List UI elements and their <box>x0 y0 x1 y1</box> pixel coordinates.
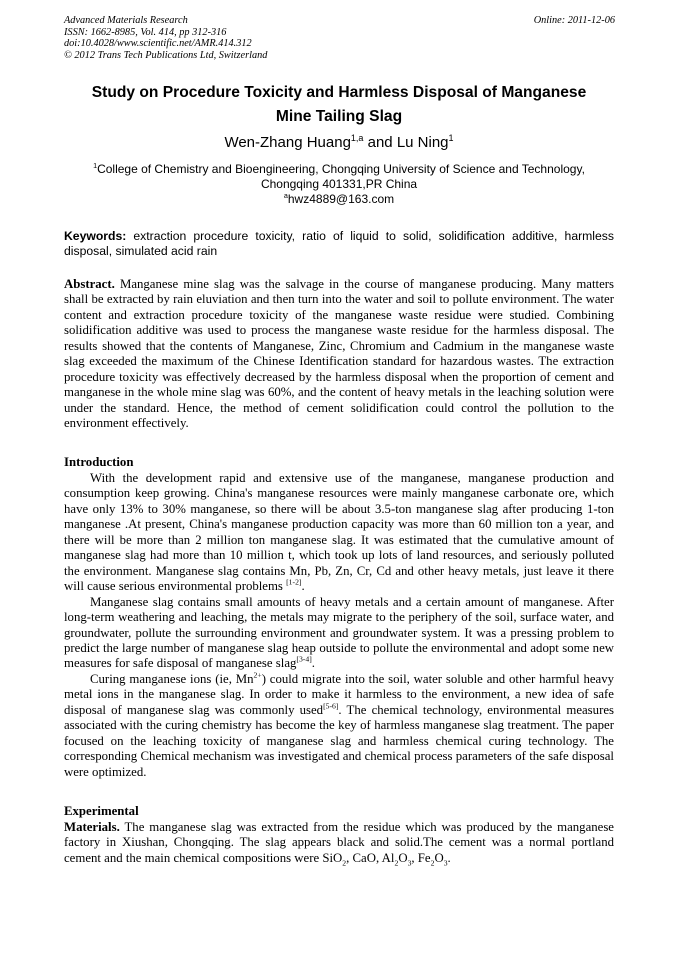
affiliation-mark: 1 <box>93 161 98 170</box>
abstract <box>64 277 614 432</box>
keywords-label: Keywords: <box>64 229 127 243</box>
author-list <box>60 133 618 153</box>
citation[interactable]: [3-4] <box>296 655 312 665</box>
subscript: 3 <box>407 858 412 868</box>
materials-text: O <box>398 850 408 865</box>
paragraph <box>64 672 614 780</box>
keywords <box>64 229 614 258</box>
citation[interactable]: [5-6] <box>323 701 339 711</box>
paragraph-text: . <box>301 579 305 594</box>
subscript: 2 <box>430 858 435 868</box>
affiliation-line-1 <box>60 162 618 177</box>
materials-text: The manganese slag was extracted from the residue which was produced by the manganese factory in Xiushan, Chongqing. The slag appears black and solid.The cement was a normal portland cement and the main chemical compositions were SiO <box>64 820 614 865</box>
affiliation-text: College of Chemistry and Bioengineering, Chongqing University of Science and Technology, <box>97 162 585 176</box>
materials-text: , Fe <box>411 850 431 865</box>
paragraph <box>64 595 614 672</box>
materials-label: Materials. <box>64 820 120 834</box>
abstract-label: Abstract. <box>64 277 115 291</box>
materials-text: , CaO, Al <box>346 850 395 865</box>
journal-name: Advanced Materials Research <box>64 15 188 26</box>
journal-doi[interactable]: doi:10.4028/www.scientific.net/AMR.414.312 <box>64 38 252 50</box>
materials-text: O <box>434 850 444 865</box>
journal-copyright: © 2012 Trans Tech Publications Ltd, Switzerland <box>64 49 268 61</box>
author-name: Wen-Zhang Huang <box>224 134 351 151</box>
title-line-2: Mine Tailing Slag <box>275 108 403 125</box>
affiliation <box>60 162 618 207</box>
paragraph-text: . <box>311 656 315 671</box>
subscript: 2 <box>342 858 347 868</box>
paragraph-text: With the development rapid and extensive use of the manganese, manganese production and consumption keep growing. China's manganese resources were mainly manganese carbonate ore, which have only 13% to 30% manganese, so there will be about 3.5-ton manganese slag after producing 1-ton manganese .At present, China's manganese production capacity was more than 60 million ton a year, and there will be more than 2 million ton manganese slag. It was estimated that the cumulative amount of manganese slag had more than 10 million t, which took up lots of land resources, and seriously polluted the environment. Manganese slag contains Mn, Pb, Zn, Cr, Cd and other heavy metals, just leave it there will cause serious environmental problems <box>64 471 614 594</box>
author-connector: and <box>363 134 397 151</box>
paragraph-text: Manganese slag contains small amounts of heavy metals and a certain amount of manganese. After long-term weathering and leaching, the metals may migrate to the periphery of the soil, surface water, and groundwater, pollute the surrounding environment and groundwater system. It was a pressing problem to predict the large number of manganese slag heap outside to pollute the environmental and adopt some new measures for safe disposal of manganese slag <box>64 594 614 671</box>
subscript: 3 <box>443 858 448 868</box>
section-heading-experimental: Experimental <box>64 804 139 818</box>
subscript: 2 <box>394 858 399 868</box>
journal-issn: ISSN: 1662-8985, Vol. 414, pp 312-316 <box>64 26 227 38</box>
citation[interactable]: [1-2] <box>286 577 302 587</box>
paragraph-text: Curing manganese ions (ie, Mn <box>90 671 254 686</box>
email-mark: a <box>283 191 288 200</box>
introduction-body <box>64 471 614 780</box>
paragraph-text: . The chemical technology, environmental measures associated with the curing chemistry has become the key of harmless manganese slag treatment. The paper focused on the leaching toxicity of manganese slag and harmless chemical curing technology. The corresponding Chemical mechanism was investigated and chemical process parameters of the safe disposal were optimized. <box>64 702 614 779</box>
affiliation-line-2: Chongqing 401331,PR China <box>260 177 418 191</box>
online-date: Online: 2011-12-06 <box>533 15 615 26</box>
title-line-1: Study on Procedure Toxicity and Harmless Disposal of Manganese <box>91 84 587 101</box>
ion-charge: 2+ <box>253 670 262 680</box>
author-name: Lu Ning <box>396 134 449 151</box>
paragraph-text: ) could migrate into the soil, water soluble and other harmful heavy metal ions in the manganese slag. In order to make it harmless to the environment, a new idea of safe disposal of manganese slag was commonly used <box>64 671 615 717</box>
author-affiliation-mark: 1 <box>448 133 454 143</box>
keywords-text: extraction procedure toxicity, ratio of liquid to solid, solidification additive, harmless disposal, simulated acid rain <box>64 229 614 258</box>
materials-text: . <box>447 850 451 865</box>
paper-title <box>60 81 618 129</box>
author-email-line <box>60 192 618 207</box>
author-email[interactable]: hwz4889@163.com <box>287 192 395 206</box>
abstract-text: Manganese mine slag was the salvage in the course of manganese producing. Many matters shall be extracted by rain eluviation and then turn into the water and soil to pollute environment. The water content and extraction procedure toxicity of the manganese waste residue were studied. Combining solidification additive was used to process the manganese waste residue for the harmless disposal. The results showed that the contents of Manganese, Zinc, Chromium and Cadmium in the manganese waste slag exceeded the maximum of the Chinese Identification standard for hazardous wastes. The extraction procedure toxicity was effectively decreased by the harmless disposal when the proportion of cement and manganese in the whole mine slag was 60%, and the content of heavy metals in the leaching solution were under the standard. Hence, the method of cement solidification could control the pollution to the environment effectively. <box>64 277 614 431</box>
journal-header <box>64 15 267 61</box>
paragraph <box>64 471 614 595</box>
author-affiliation-mark: 1,a <box>350 133 364 143</box>
experimental-body <box>64 820 614 866</box>
section-heading-introduction: Introduction <box>64 455 134 469</box>
